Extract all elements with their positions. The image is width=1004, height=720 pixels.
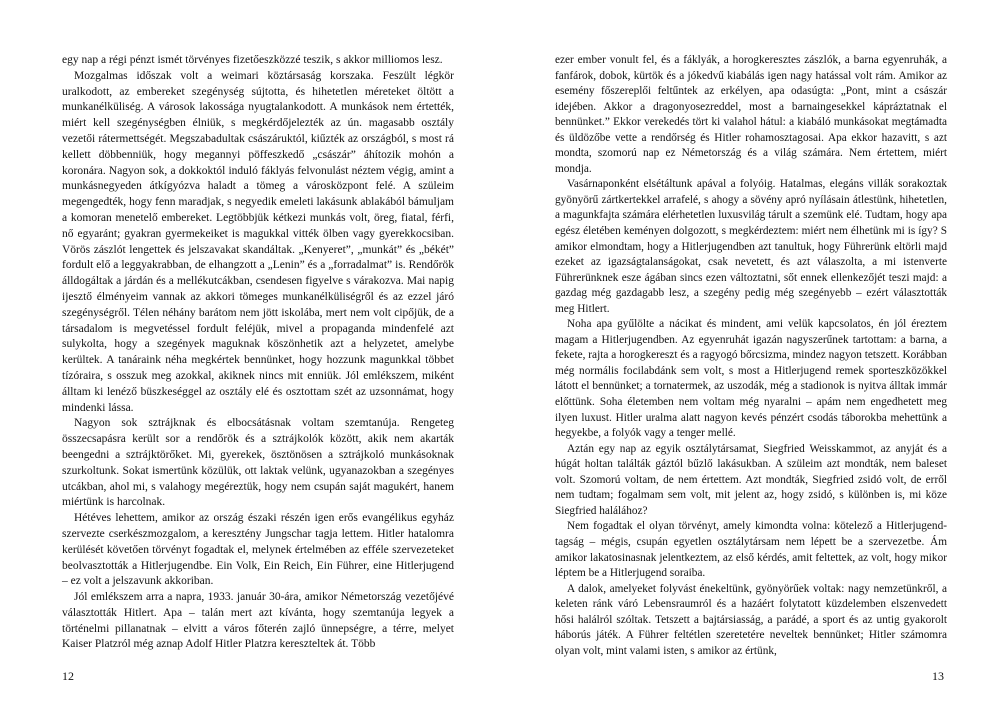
paragraph: ezer ember vonult fel, és a fáklyák, a horogkeresztes zászlók, a barna egyenruhák, a fanfárok, dobok, kürtök és a jókedvű kiabálás igen nagy hatással volt rám. Amikor az esemény főszereplői feltűntek az erkélyen, apa odasúgta: „Pont, mint a császár idejében. Akkor a dragonyosezreddel, most a barnaingesekkel kápráztatnak el bennünket.” Ekkor verekedés tört ki valahol hátul: a kiabáló munkásokat megtámadta és üldözőbe vette a rendőrség és Hitler rohamosztagosai. Apa ekkor hazavitt, s azt mondta, szomorú nap ez Németország és a világ számára. Nem értettem, miért mondja. xyxy=(555,54,947,175)
paragraph: Mozgalmas időszak volt a weimari köztársaság korszaka. Feszült légkör uralkodott, az embereket szegénység sújtotta, és hihetetlen méreteket öltött a munkanélküliség. A városok lakossága nyugtalankodott. A munkások nem értették, miért kell szegénységben élniük, s megkérdőjelezték az ún. magasabb osztály vezetői rátermettségét. Megszabadultak császáruktól, kiűzték az országból, s most rá kellett döbbenniük, hogy megannyi pöffeszkedő „császár” áhítozik mohón a koronára. Nagyon sok, a dokkoktól induló fáklyás felvonulást néztem végig, amint a munkásnegyeden átkígyózva haladt a tömeg a városközpont felé. A szüleim megengedték, hogy fenn maradjak, s negyedik emeleti lakásunk ablakából bámuljam a komoran menetelő embereket. Legtöbbjük kétkezi munkás volt, öreg, fiatal, férfi, nő egyaránt; gyakran gyermekeiket is magukkal vitték ölben vagy gyerekkocsiban. Vörös zászlót lengettek és jelszavakat skandáltak. „Kenyeret”, „munkát” és „békét” fordult elő a leggyakrabban, de elhangzott a „Lenin” és a „forradalmat” is. Rendőrök álldogáltak a járdán és a mellékutcákban, csendesen figyelve s várakozva. Mai napig ijesztő élményeim vannak az akkori tömeges munkanélküliségről és az ezzel járó szegénységről. Télen néhány barátom nem jött iskolába, mert nem volt cipőjük, de a társadalom is megvetéssel fordult feléjük, mivel a propaganda mindenfelé azt sulykolta, hogy a szegények maguknak köszönhetik azt a helyzetet, amelybe kerültek. A tanáraink néha megkértek bennünket, hogy hozzunk magunkkal többet tízóraira, s osszuk meg azokkal, akiknek nincs mit enniük. Jól emlékszem, miként álltam ki lenéző büszkeséggel az osztály elé és osztottam szét az uzsonnámat, hogy mindenki lássa. xyxy=(62,69,454,414)
paragraph: Aztán egy nap az egyik osztálytársamat, Siegfried Weisskammot, az anyját és a húgát holtan találták gáztól bűzlő lakásukban. A szüleim azt mondták, nem baleset volt. Szomorú voltam, de nem értettem. Azt mondták, Siegfried zsidó volt, de erről nem tudtam; fogalmam sem volt, mit jelent az, hogy zsidó, s különben is, mi köze Siegfried halálához? xyxy=(555,442,947,517)
paragraph: Jól emlékszem arra a napra, 1933. január 30-ára, amikor Németország vezetőjévé választották Hitlert. Apa – talán mert azt kívánta, hogy szemtanúja legyek a történelmi pillanatnak – elvitt a város főterén zajló ünnepségre, a térre, melyet Kaiser Platzról még aznap Adolf Hitler Platzra kereszteltek át. Több xyxy=(62,591,454,651)
right-page xyxy=(555,53,947,659)
paragraph: Nagyon sok sztrájknak és elbocsátásnak voltam szemtanúja. Rengeteg összecsapásra került sor a rendőrök és a sztrájkolók között, akik nem akarták beengedni a sztrájktörőket. Mi, gyerekek, ösztönösen a sztrájkoló munkásoknak szurkoltunk. Sokat ismertünk közülük, ott laktak velünk, ugyanazokban a szegényes utcákban, ahol mi, s valahogy megéreztük, hogy nem csupán saját magukért, hanem miértünk is harcolnak. xyxy=(62,417,454,509)
paragraph: A dalok, amelyeket folyvást énekeltünk, gyönyörűek voltak: nagy nemzetünkről, a keleten ránk váró Lebensraumról és a hazáért folytatott küzdelemben elszenvedett hősi halálról szóltak. Tetszett a bajtársiasság, a parádé, a sport és az untig gyakorolt háborús játék. A Führer feltétlen szeretetére neveltek bennünket; Hitler számomra olyan volt, mint valami isten, s amikor az értünk, xyxy=(555,582,947,657)
paragraph: Noha apa gyűlölte a nácikat és mindent, ami velük kapcsolatos, én jól éreztem magam a Hitlerjugendben. Az egyenruhát igazán nagyszerűnek tartottam: a barna, a fekete, rajta a horogkereszt és a ragyogó bőrcsizma, mindez nagyon tetszett. Korábban még normális focilabdánk sem volt, s most a Hitlerjugend remek sporteszközökkel látott el bennünket; a tornatermek, az uszodák, még a stadionok is nyitva álltak immár előttünk. Soha életemben nem voltam még nyaralni – apám nem engedhetett meg ilyen luxust. Hitler uralma alatt nagyon kevés pénzért csodás táborokba mehettünk a hegyekbe, a folyók vagy a tenger mellé. xyxy=(555,318,947,440)
page-number-left: 12 xyxy=(62,669,74,683)
paragraph: Hétéves lehettem, amikor az ország északi részén igen erős evangélikus egyház szervezte cserkészmozgalom, a keresztény Jungschar tagja lettem. Hitler hatalomra kerülését követően törvényt fogadtak el, melynek értelmében az efféle szervezeteket beolvasztották a Hitlerjugendbe. Ein Volk, Ein Reich, Ein Führer, eine Hitlerjugend – ez volt a jelszavunk akkoriban. xyxy=(62,512,454,588)
paragraph: Vasárnaponként elsétáltunk apával a folyóig. Hatalmas, elegáns villák sorakoztak gyönyörű zártkertekkel arrafelé, s ahogy a sövény apró nyílásain átlestünk, hihetetlen, a magunkfajta számára elérhetetlen luxusvilág tárult a szemünk elé. Tudtam, hogy apa egész életében keményen dolgozott, s megkérdeztem: miért nem élhetünk mi is így? S amikor elmondtam, hogy a Hitlerjugendben azt tanultuk, hogy Führerünk eltörli majd ezeket az igazságtalanságokat, csak nevetett, és azt válaszolta, a mi istenverte Führerünknek esze ágában sincs ezen változtatni, sőt ennek ellenkezőjét teszi majd: a gazdag még gazdagabb lesz, a szegény pedig még szegényebb – ezért választották meg Hitlert. xyxy=(555,178,947,315)
paragraph: Nem fogadtak el olyan törvényt, amely kimondta volna: kötelező a Hitlerjugend-tagság – mégis, csupán egyetlen osztálytársam nem lépett be a szervezetbe. Ám amikor lakatosinasnak jelentkeztem, az első kérdés, amit feltettek, az volt, hogy mikor léptem be a Hitlerjugend soraiba. xyxy=(555,520,947,580)
left-page-text xyxy=(62,53,454,653)
left-page xyxy=(62,53,454,653)
page-number-right: 13 xyxy=(932,669,944,683)
right-page-text xyxy=(555,53,947,659)
paragraph: egy nap a régi pénzt ismét törvényes fizetőeszközzé teszik, s akkor milliomos lesz. xyxy=(62,54,443,66)
